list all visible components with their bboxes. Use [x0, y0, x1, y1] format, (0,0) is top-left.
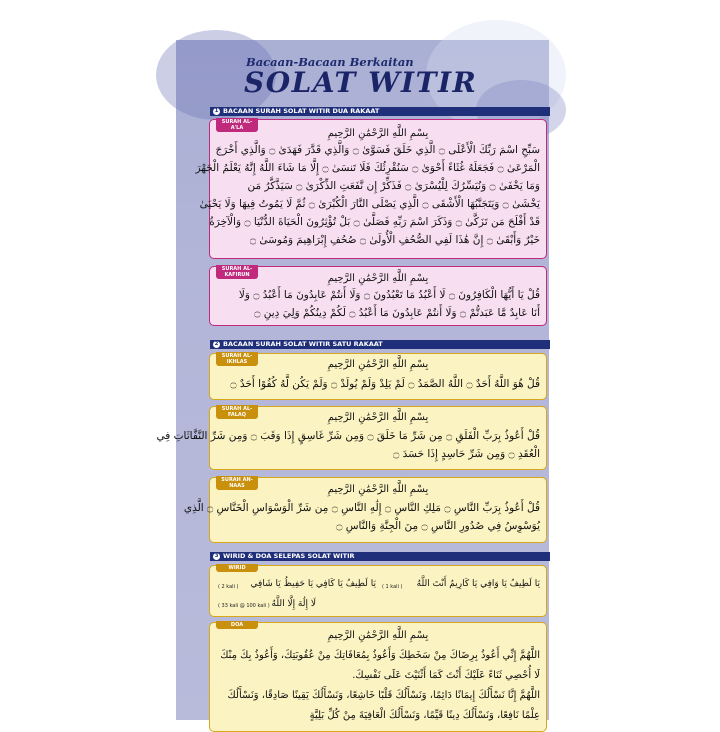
- doa-tag: DOA: [216, 621, 258, 629]
- ayah-line: قُلْ يَا أَيُّهَا الْكَافِرُونَ ۝ لَا أَعْبُدُ مَا تَعْبُدُونَ ۝ وَلَا أَنتُمْ عَابِدُونَ مَا أَعْبُدُ ۝ وَلَا: [238, 289, 540, 301]
- ayah-line: وَمَا يَخْفَىٰ ۝ وَنُيَسِّرُكَ لِلْيُسْرَىٰ ۝ فَذَكِّرْ إِن نَّفَعَتِ الذِّكْرَىٰ ۝ سَيَذَّكَّرُ مَن: [247, 180, 540, 192]
- ayah-line: خَيْرٌ وَأَبْقَىٰ ۝ إِنَّ هَٰذَا لَفِي الصُّحُفِ الْأُولَىٰ ۝ صُحُفِ إِبْرَاهِيمَ وَمُوسَىٰ ۝: [249, 234, 540, 246]
- wirid-count: ( 33 kali @ 100 kali ): [218, 603, 270, 609]
- basmala: بِسْمِ اللَّهِ الرَّحْمَٰنِ الرَّحِيمِ: [327, 484, 429, 495]
- surah-tag: SURAH AL-A'LA: [216, 118, 258, 132]
- ayah-line: قُلْ أَعُوذُ بِرَبِّ الْفَلَقِ ۝ مِن شَرِّ مَا خَلَقَ ۝ وَمِن شَرِّ غَاسِقٍ إِذَا وَقَبَ ۝ وَمِن شَرِّ النَّفَّاثَاتِ فِي: [156, 430, 540, 442]
- wirid-box: [209, 565, 547, 617]
- surah-kafirun-box: [209, 266, 547, 326]
- basmala: بِسْمِ اللَّهِ الرَّحْمَٰنِ الرَّحِيمِ: [327, 359, 429, 370]
- surah-ikhlas-box: [209, 353, 547, 400]
- ayah-line: الْمَرْعَىٰ ۝ فَجَعَلَهُ غُثَاءً أَحْوَىٰ ۝ سَنُقْرِئُكَ فَلَا تَنسَىٰ ۝ إِلَّا مَا شَاءَ اللَّهُ إِنَّهُ يَعْلَمُ الْجَهْرَ: [195, 162, 540, 174]
- ayah-line: يُوَسْوِسُ فِي صُدُورِ النَّاسِ ۝ مِنَ الْجِنَّةِ وَالنَّاسِ ۝: [336, 520, 540, 532]
- wirid-tag: WIRID: [216, 564, 258, 572]
- ayah-line: الْعُقَدِ ۝ وَمِن شَرِّ حَاسِدٍ إِذَا حَسَدَ ۝: [393, 448, 540, 460]
- basmala: بِسْمِ اللَّهِ الرَّحْمَٰنِ الرَّحِيمِ: [327, 273, 429, 284]
- surah-tag: SURAH AL-KAFIRUN: [216, 265, 258, 279]
- section-label: BACAAN SURAH SOLAT WITIR DUA RAKAAT: [223, 107, 380, 115]
- surah-ala-box: [195, 119, 547, 259]
- doa-box: [209, 622, 547, 732]
- ayah-line: أَنَا عَابِدٌ مَّا عَبَدتُّمْ ۝ وَلَا أَنتُمْ عَابِدُونَ مَا أَعْبُدُ ۝ لَكُمْ دِينُكُمْ وَلِيَ دِينِ ۝: [254, 307, 540, 319]
- ayah-line: يَخْشَىٰ ۝ وَيَتَجَنَّبُهَا الْأَشْقَى ۝ الَّذِي يَصْلَى النَّارَ الْكُبْرَىٰ ۝ ثُمَّ لَا يَمُوتُ فِيهَا وَلَا يَحْيَىٰ: [199, 198, 540, 210]
- section-label: BACAAN SURAH SOLAT WITIR SATU RAKAAT: [223, 340, 383, 348]
- wirid-count: ( 2 kali ): [218, 584, 239, 590]
- surah-naas-box: [183, 477, 547, 543]
- doa-line: عِلْمًا نَافِعًا، وَنَسْأَلُكَ دِينًا قَيِّمًا، وَنَسْأَلُكَ الْعَافِيَةَ مِنْ كُلِّ بَلِيَّةٍ: [309, 710, 540, 721]
- section-number: 1: [214, 108, 219, 114]
- basmala: بِسْمِ اللَّهِ الرَّحْمَٰنِ الرَّحِيمِ: [327, 412, 429, 423]
- surah-tag: SURAH AN-NAAS: [216, 476, 258, 490]
- ayah-line: قُلْ هُوَ اللَّهُ أَحَدٌ ۝ اللَّهُ الصَّمَدُ ۝ لَمْ يَلِدْ وَلَمْ يُولَدْ ۝ وَلَمْ يَكُن لَّهُ كُفُوًا أَحَدٌ ۝: [230, 378, 540, 390]
- doa-line: لَا أُحْصِي ثَنَاءً عَلَيْكَ أَنْتَ كَمَا أَثْنَيْتَ عَلَى نَفْسِكَ.: [352, 670, 540, 681]
- ayah-line: سَبِّحِ اسْمَ رَبِّكَ الْأَعْلَى ۝ الَّذِي خَلَقَ فَسَوَّىٰ ۝ وَالَّذِي قَدَّرَ فَهَدَىٰ ۝ وَالَّذِي أَخْرَجَ: [215, 144, 540, 156]
- poster-subtitle: Bacaan-Bacaan Berkaitan: [246, 55, 414, 69]
- basmala: بِسْمِ اللَّهِ الرَّحْمَٰنِ الرَّحِيمِ: [327, 630, 429, 641]
- section-number: 3: [214, 553, 219, 559]
- doa-line: اللَّهُمَّ إِنَّا نَسْأَلُكَ إِيمَانًا دَائِمًا، وَنَسْأَلُكَ قَلْبًا خَاشِعًا، وَنَسْأَلُكَ يَقِينًا صَادِقًا، وَنَسْأَلُكَ: [227, 690, 540, 701]
- surah-tag: SURAH AL-FALAQ: [216, 405, 258, 419]
- ayah-line: قُلْ أَعُوذُ بِرَبِّ النَّاسِ ۝ مَلِكِ النَّاسِ ۝ إِلَٰهِ النَّاسِ ۝ مِن شَرِّ الْوَسْوَاسِ الْخَنَّاسِ ۝ الَّذِي: [183, 502, 540, 514]
- wirid-line: يَا لَطِيفُ يَا وَافِي يَا كَارِيمُ أَنْتَ اللَّهُ: [416, 579, 540, 589]
- section-number: 2: [214, 341, 219, 347]
- ayah-line: قَدْ أَفْلَحَ مَن تَزَكَّىٰ ۝ وَذَكَرَ اسْمَ رَبِّهِ فَصَلَّىٰ ۝ بَلْ تُؤْثِرُونَ الْحَيَاةَ الدُّنْيَا ۝ وَالْآخِرَةُ: [209, 216, 540, 228]
- basmala: بِسْمِ اللَّهِ الرَّحْمَٰنِ الرَّحِيمِ: [327, 128, 429, 139]
- surah-tag: SURAH AL-IKHLAS: [216, 352, 258, 366]
- wirid-line: يَا لَطِيفُ يَا كَافِي يَا حَفِيظُ يَا شَافِي: [250, 579, 376, 589]
- section-1-header: [210, 107, 550, 116]
- poster-title: SOLAT WITIR: [244, 66, 478, 99]
- surah-falaq-box: [156, 406, 547, 470]
- section-2-header: [210, 340, 550, 349]
- wirid-line: لَا إِلَٰهَ إِلَّا اللَّهُ: [271, 599, 316, 609]
- section-label: WIRID & DOA SELEPAS SOLAT WITIR: [223, 552, 355, 560]
- wirid-count: ( 1 kali ): [382, 584, 403, 590]
- doa-line: اللَّهُمَّ إِنِّي أَعُوذُ بِرِضَاكَ مِنْ سَخَطِكَ وَأَعُوذُ بِمُعَافَاتِكَ مِنْ عُقُوبَتِكَ، وَأَعُوذُ بِكَ مِنْكَ: [220, 650, 540, 661]
- section-3-header: [210, 552, 550, 561]
- poster: [156, 40, 549, 721]
